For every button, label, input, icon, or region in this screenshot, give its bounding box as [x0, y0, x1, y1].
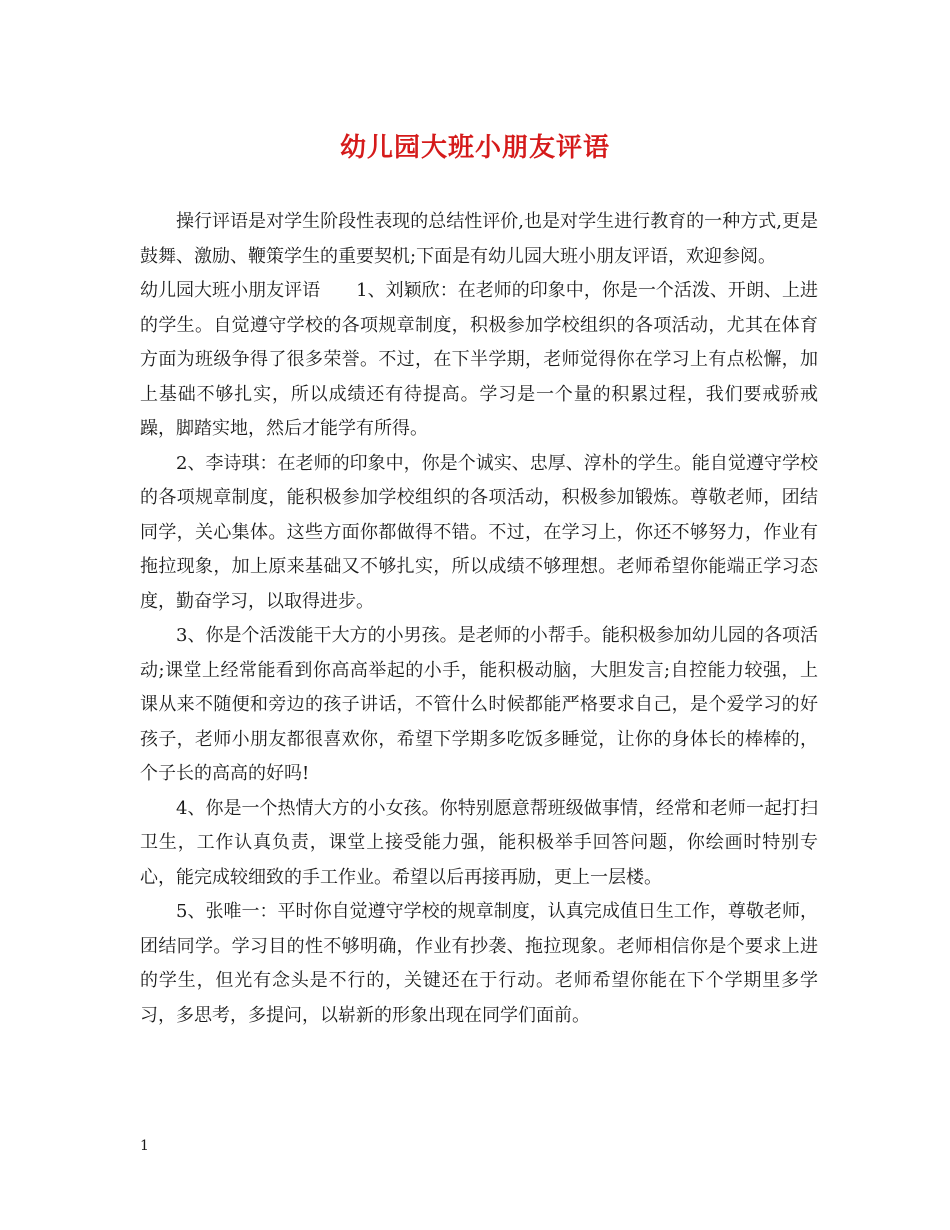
document-title: 幼儿园大班小朋友评语: [339, 133, 610, 163]
document-body: [140, 205, 818, 1033]
comment-paragraph-5: 5、张唯一：平时你自觉遵守学校的规章制度，认真完成值日生工作，尊敬老师，团结同学。学习目的性不够明确，作业有抄袭、拖拉现象。老师相信你是个要求上进的学生，但光有念头是不行的，关键还在于行动。老师希望你能在下个学期里多学习，多思考，多提问，以崭新的形象出现在同学们面前。: [140, 901, 818, 1026]
comment-paragraph-4: 4、你是一个热情大方的小女孩。你特别愿意帮班级做事情，经常和老师一起打扫卫生，工作认真负责，课堂上接受能力强，能积极举手回答问题，你绘画时特别专心，能完成较细致的手工作业。希望以后再接再励，更上一层楼。: [140, 797, 818, 888]
comment-paragraph-3: 3、你是个活泼能干大方的小男孩。是老师的小帮手。能积极参加幼儿园的各项活动;课堂上经常能看到你高高举起的小手，能积极动脑，大胆发言;自控能力较强，上课从来不随便和旁边的孩子讲话，不管什么时候都能严格要求自己，是个爱学习的好孩子，老师小朋友都很喜欢你，希望下学期多吃饭多睡觉，让你的身体长的棒棒的，个子长的高高的好吗!: [140, 625, 818, 784]
comment-paragraph-2: 2、李诗琪：在老师的印象中，你是个诚实、忠厚、淳朴的学生。能自觉遵守学校的各项规章制度，能积极参加学校组织的各项活动，积极参加锻炼。尊敬老师，团结同学，关心集体。这些方面你都做得不错。不过，在学习上，你还不够努力，作业有拖拉现象，加上原来基础又不够扎实，所以成绩不够理想。老师希望你能端正学习态度，勤奋学习，以取得进步。: [140, 452, 818, 612]
page-number: 1: [140, 1138, 149, 1154]
intro-paragraph: 操行评语是对学生阶段性表现的总结性评价,也是对学生进行教育的一种方式,更是鼓舞、激励、鞭策学生的重要契机;下面是有幼儿园大班小朋友评语，欢迎参阅。: [140, 211, 818, 267]
comment-paragraph-1: 幼儿园大班小朋友评语 1、刘颖欣：在老师的印象中，你是一个活泼、开朗、上进的学生。自觉遵守学校的各项规章制度，积极参加学校组织的各项活动，尤其在体育方面为班级争得了很多荣誉。不过，在下半学期，老师觉得你在学习上有点松懈，加上基础不够扎实，所以成绩还有待提高。学习是一个量的积累过程，我们要戒骄戒躁，脚踏实地，然后才能学有所得。: [140, 280, 818, 439]
